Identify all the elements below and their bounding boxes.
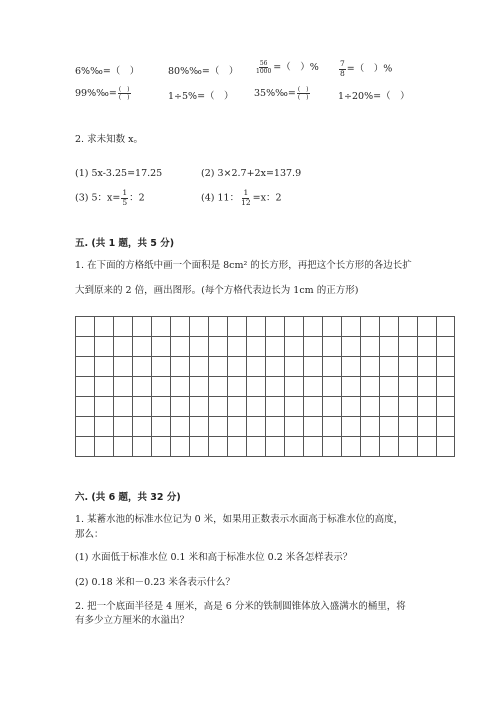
- fill-item-4: $\frac{7}{8}$ =（ ）%: [340, 59, 393, 78]
- question-text: 那么：: [75, 529, 104, 540]
- fill-item-7: 35%‰= $\frac{( )}{( )}$: [254, 86, 309, 101]
- sub-question: (1) 水面低于标准水位 0.1 米和高于标准水位 0.2 米各怎样表示？: [75, 552, 353, 563]
- section-heading: 六. (共 6 题，共 32 分): [75, 492, 181, 503]
- question-text: 有多少立方厘米的水溢出？: [75, 615, 190, 626]
- equation-3: (3) 5：x= $\frac{1}{5}$ ：2: [75, 188, 145, 207]
- fraction: $\frac{7}{8}$: [340, 59, 345, 78]
- fraction: $\frac{56}{1000}$: [256, 60, 272, 75]
- question-text: 1. 某蓄水池的标准水位记为 0 米，如果用正数表示水面高于标准水位的高度，: [75, 514, 404, 525]
- fill-item-5: 99%‰= $\frac{( )}{( )}$: [75, 86, 130, 101]
- fill-item-1: 6%‰=（ ）: [75, 66, 140, 77]
- section-heading: 五. (共 1 题，共 5 分): [75, 238, 175, 249]
- question-text: 大到原来的 2 倍，画出图形。(每个方格代表边长为 1cm 的正方形): [75, 285, 359, 296]
- fraction: $\frac{( )}{( )}$: [297, 86, 309, 101]
- fill-item-6: 1÷5%=（ ）: [168, 91, 234, 102]
- equation-4: (4) 11： $\frac{1}{12}$ =x：2: [201, 188, 282, 207]
- fraction: $\frac{1}{5}$: [122, 188, 128, 207]
- question-title: 2. 求未知数 x。: [75, 134, 143, 145]
- question-text: 1. 在下面的方格纸中画一个面积是 8cm² 的长方形，再把这个长方形的各边长扩: [75, 260, 412, 271]
- fill-item-2: 80%‰=（ ）: [168, 66, 239, 77]
- question-text: 2. 把一个底面半径是 4 厘米，高是 6 分米的铁制圆锥体放入盛满水的桶里，将: [75, 601, 406, 612]
- sub-question: (2) 0.18 米和－0.23 米各表示什么？: [75, 577, 235, 588]
- equation-1: (1) 5x-3.25=17.25: [75, 168, 163, 179]
- fill-item-8: 1÷20%=（ ）: [338, 91, 410, 102]
- equation-2: (2) 3×2.7+2x=137.9: [201, 168, 302, 179]
- fraction: $\frac{( )}{( )}$: [118, 86, 130, 101]
- fraction: $\frac{1}{12}$: [241, 188, 251, 207]
- square-grid[interactable]: [75, 316, 455, 457]
- fill-item-3: $\frac{56}{1000}$ =（ ）%: [256, 60, 319, 75]
